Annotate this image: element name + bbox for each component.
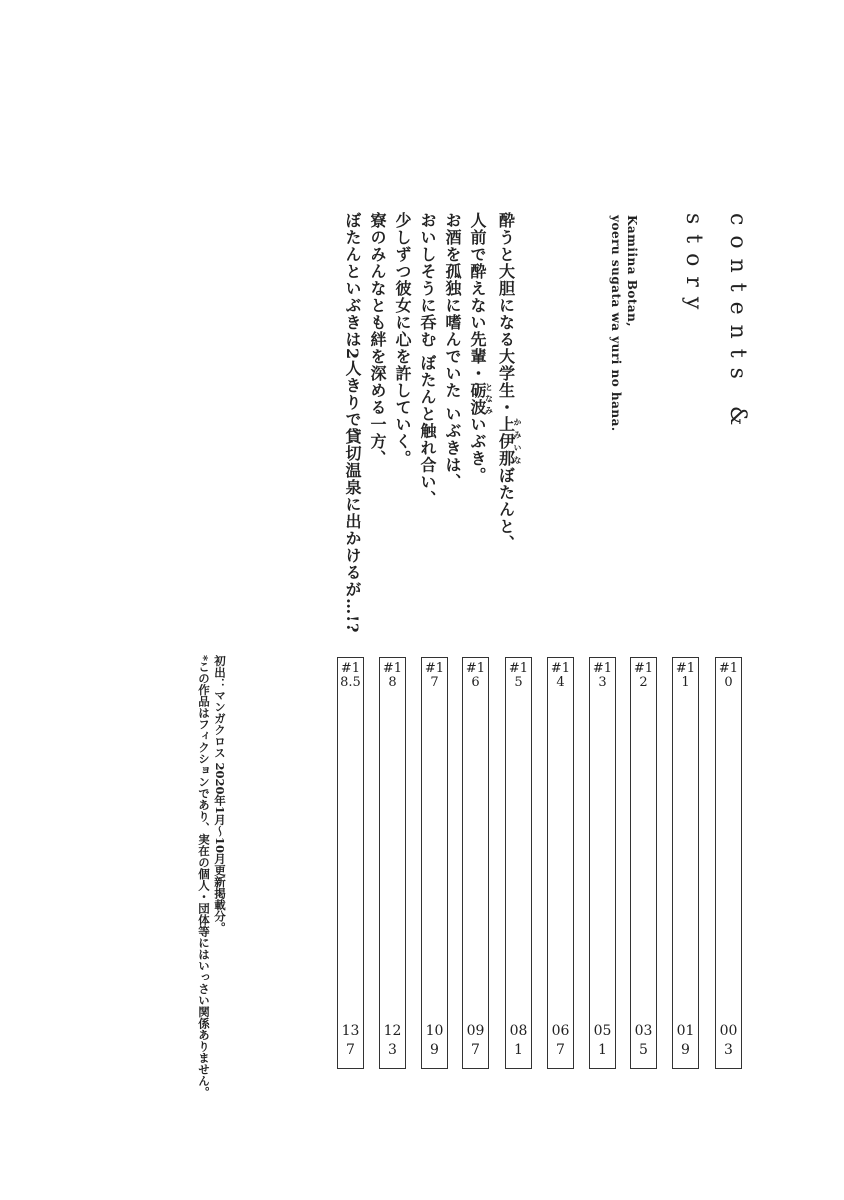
toc-chapter: #17 — [424, 661, 445, 690]
toc-page: 097 — [466, 1023, 485, 1058]
story-line-5: 少しずつ彼女に心を許していく。 — [393, 212, 412, 467]
contents-title — [671, 213, 759, 435]
toc-page: 035 — [634, 1023, 653, 1058]
first-publication-note: 初出：マンガクロス 2020年1月〜10月更新掲載分。 — [213, 655, 227, 934]
subtitle-line-2: yoeru sugata wa yuri no hana. — [609, 215, 623, 432]
toc-page: 003 — [719, 1023, 738, 1058]
toc-entry-16[interactable] — [462, 657, 489, 1069]
subtitle-line-1: Kamiina Botan, — [625, 215, 639, 328]
toc-page: 019 — [676, 1023, 695, 1058]
furigana-kamiina: 上伊那かみいな — [496, 416, 523, 467]
toc-page: 109 — [425, 1023, 444, 1058]
title-line-1: contents & — [725, 213, 750, 436]
story-line-2: 人前で酔えない先輩・砺波となみいぶき。 — [468, 212, 495, 484]
toc-chapter: #14 — [550, 661, 571, 690]
story-line-3: お酒を孤独に嗜んでいた いぶきは、 — [443, 212, 462, 491]
toc-chapter: #16 — [465, 661, 486, 690]
toc-entry-18[interactable] — [379, 657, 406, 1069]
toc-page: 137 — [341, 1023, 360, 1058]
toc-entry-15[interactable] — [505, 657, 532, 1069]
toc-page: 051 — [593, 1023, 612, 1058]
toc-chapter: #15 — [508, 661, 529, 690]
toc-entry-17[interactable] — [421, 657, 448, 1069]
fiction-disclaimer: *この作品はフィクションであり、実在の個人・団体等にはいっさい関係ありません。 — [197, 655, 211, 1099]
toc-entry-11[interactable] — [672, 657, 699, 1069]
story-line-4: おいしそうに呑む ぼたんと触れ合い、 — [418, 212, 437, 508]
story-line-7: ぼたんといぶきは2人きりで貸切温泉に出かけるが…!? — [343, 212, 362, 634]
toc-chapter: #11 — [675, 661, 696, 690]
furigana-tonami: 砺波となみ — [468, 382, 495, 416]
toc-page: 067 — [551, 1023, 570, 1058]
toc-entry-14[interactable] — [547, 657, 574, 1069]
toc-chapter: #10 — [718, 661, 739, 690]
toc-chapter: #12 — [633, 661, 654, 690]
toc-chapter: #13 — [592, 661, 613, 690]
story-line-6: 寮のみんなとも絆を深める一方、 — [368, 212, 387, 467]
toc-entry-10[interactable] — [715, 657, 742, 1069]
toc-entry-18-5[interactable] — [337, 657, 364, 1069]
toc-chapter: #18 — [382, 661, 403, 690]
publication-credits — [196, 655, 228, 1098]
toc-page: 081 — [509, 1023, 528, 1058]
series-subtitle — [608, 215, 640, 432]
toc-page: 123 — [383, 1023, 402, 1058]
toc-entry-12[interactable] — [630, 657, 657, 1069]
story-line-1: 酔うと大胆になる大学生・上伊那かみいなぼたんと、 — [496, 212, 523, 552]
toc-chapter: #18.5 — [340, 661, 361, 690]
title-line-2: story — [681, 213, 706, 320]
toc-entry-13[interactable] — [589, 657, 616, 1069]
story-summary — [340, 212, 522, 634]
